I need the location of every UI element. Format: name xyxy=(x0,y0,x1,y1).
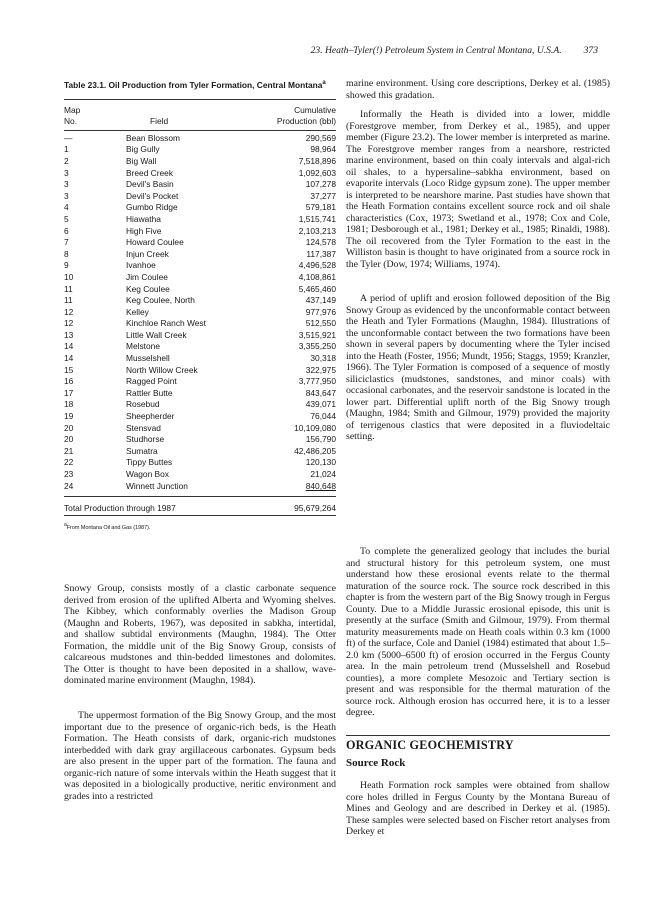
map-number: 5 xyxy=(64,213,69,224)
map-number: 15 xyxy=(64,364,74,375)
field-name: Musselshell xyxy=(126,353,170,364)
production-value: 3,355,250 xyxy=(298,341,336,352)
field-name: Big Gully xyxy=(126,144,160,155)
field-name: Keg Coulee, North xyxy=(126,295,195,306)
map-number: 11 xyxy=(64,295,73,306)
map-number: 17 xyxy=(64,387,74,398)
table-total-row xyxy=(64,501,336,515)
field-name: Hiawatha xyxy=(126,213,161,224)
map-number: 23 xyxy=(64,469,74,480)
col-prod-bottom: Production (bbl) xyxy=(276,115,336,126)
map-number: 2 xyxy=(64,155,69,166)
production-value: 117,387 xyxy=(306,248,336,259)
table-row xyxy=(64,191,336,203)
map-number: 11 xyxy=(64,283,73,294)
map-number: 8 xyxy=(64,248,69,259)
table-row xyxy=(64,272,336,284)
map-number: 1 xyxy=(64,144,69,155)
running-title: 23. Heath–Tyler(!) Petroleum System in Central Montana, U.S.A. xyxy=(310,45,562,56)
production-value: 1,515,741 xyxy=(298,213,336,224)
table-row xyxy=(64,481,336,493)
production-value: 322,975 xyxy=(305,364,336,375)
table-row xyxy=(64,226,336,238)
production-value: 120,130 xyxy=(305,457,336,468)
field-name: Wagon Box xyxy=(126,469,169,480)
production-value: 3,515,921 xyxy=(298,329,336,340)
field-name: Gumbo Ridge xyxy=(126,202,178,213)
production-value: 107,278 xyxy=(305,179,336,190)
table-row xyxy=(64,330,336,342)
field-name: Big Wall xyxy=(126,155,157,166)
map-number: 13 xyxy=(64,329,74,340)
production-value: 2,103,213 xyxy=(298,225,336,236)
table-row xyxy=(64,399,336,411)
table-row xyxy=(64,144,336,156)
table-row xyxy=(64,214,336,226)
field-name: Stensvad xyxy=(126,422,161,433)
page-number: 373 xyxy=(583,45,598,56)
table-top-rule xyxy=(64,99,336,100)
field-name: Studhorse xyxy=(126,434,165,445)
table-total-rule xyxy=(64,496,336,497)
field-name: Tippy Buttes xyxy=(126,457,173,468)
field-name: Rattler Butte xyxy=(126,387,173,398)
map-number: 20 xyxy=(64,434,74,445)
production-value: 977,976 xyxy=(305,306,336,317)
table-row xyxy=(64,376,336,388)
col-map-bottom: No. xyxy=(64,115,78,126)
field-name: Howard Coulee xyxy=(126,237,184,248)
field-name: Devil's Basin xyxy=(126,179,174,190)
map-number: — xyxy=(64,132,73,143)
production-value: 4,496,528 xyxy=(298,260,336,271)
table-bottom-rule xyxy=(64,515,336,516)
section-heading: ORGANIC GEOCHEMISTRY xyxy=(346,738,514,752)
production-value: 76,044 xyxy=(310,411,336,422)
table-row xyxy=(64,365,336,377)
map-number: 3 xyxy=(64,179,69,190)
field-name: Jim Coulee xyxy=(126,271,168,282)
table-row xyxy=(64,249,336,261)
map-number: 14 xyxy=(64,341,74,352)
field-name: Kinchloe Ranch West xyxy=(126,318,206,329)
production-value: 42,486,205 xyxy=(294,445,336,456)
table-row xyxy=(64,411,336,423)
table-caption xyxy=(64,78,336,91)
field-name: Winnett Junction xyxy=(126,480,188,491)
col-field-header: Field xyxy=(150,115,169,126)
footnote-text: From Montana Oil and Gas (1987). xyxy=(66,525,151,532)
field-name: Sumatra xyxy=(126,445,158,456)
total-label: Total Production through 1987 xyxy=(64,503,176,514)
map-number: 12 xyxy=(64,318,74,329)
map-number: 18 xyxy=(64,399,74,410)
table-row xyxy=(64,318,336,330)
subsection-heading: Source Rock xyxy=(346,757,406,769)
production-value: 98,964 xyxy=(310,144,336,155)
map-number: 24 xyxy=(64,480,74,491)
production-value: 1,092,603 xyxy=(298,167,336,178)
map-number: 16 xyxy=(64,376,74,387)
field-name: Sheepherder xyxy=(126,411,175,422)
map-number: 20 xyxy=(64,422,74,433)
right-paragraph-5: Heath Formation rock samples were obtained from shallow core holes drilled in Fergus County by the Montana Bureau of Mines and Geology and are described in Derkey et al. (1985). These samples were selected based on Fischer retort analyses from Derkey et xyxy=(346,780,610,837)
production-value: 21,024 xyxy=(310,469,336,480)
table-caption-mark: a xyxy=(322,80,326,86)
table-row xyxy=(64,237,336,249)
table-row xyxy=(64,341,336,353)
field-name: North Willow Creek xyxy=(126,364,198,375)
field-name: Breed Creek xyxy=(126,167,174,178)
map-number: 12 xyxy=(64,306,74,317)
table-row xyxy=(64,168,336,180)
production-value: 512,550 xyxy=(305,318,336,329)
total-value: 95,679,264 xyxy=(294,503,336,514)
map-number: 7 xyxy=(64,237,69,248)
table-row xyxy=(64,457,336,469)
table-caption-text: Table 23.1. Oil Production from Tyler Formation, Central Montana xyxy=(64,79,323,90)
right-paragraph-1: marine environment. Using core descriptions, Derkey et al. (1985) showed this gradation. xyxy=(346,78,610,101)
col-map-top: Map xyxy=(64,104,81,115)
table-body xyxy=(64,131,336,492)
table-row xyxy=(64,307,336,319)
section-rule xyxy=(346,735,610,736)
field-name: Ivanhoe xyxy=(126,260,156,271)
production-value: 124,578 xyxy=(305,237,336,248)
map-number: 3 xyxy=(64,190,69,201)
field-name: Injun Creek xyxy=(126,248,169,259)
production-table xyxy=(64,78,336,531)
table-row xyxy=(64,156,336,168)
map-number: 10 xyxy=(64,271,74,282)
table-row xyxy=(64,284,336,296)
production-value: 30,318 xyxy=(310,353,336,364)
map-number: 4 xyxy=(64,202,69,213)
field-name: Devil's Pocket xyxy=(126,190,179,201)
right-paragraph-4: To complete the generalized geology that includes the burial and structural history for this petroleum system, one must understand how these erosional events relate to the thermal maturation of the source rock. The source rock described in this chapter is from the western part of the Big Snowy trough in Fergus County. Due to a Middle Jurassic erosional episode, this unit is presently at the surface (Smith and Gilmour, 1979). From thermal maturity measurements made on Heath coals within 0.3 km (1000 ft) of the surface, Cole and Daniel (1984) estimated that about 1.5–2.0 km (5000–6500 ft) of erosion occurred in the Fergus County area. In the main petroleum trend (Musselshell and Rosebud counties), a more complete Mesozoic and Tertiary section is present and was responsible for the thermal maturation of the source rock. Although erosion has occurred here, it is to a lesser degree. xyxy=(346,546,610,718)
field-name: Keg Coulee xyxy=(126,283,170,294)
right-paragraph-2: Informally the Heath is divided into a lower, middle (Forestgrove member, from Derkey et al., 1985), and upper member (Figure 23.2). The lower member is interpreted as marine. The Forestgrove member ranges from a nearshore, restricted marine environment, based on thin coaly intervals and algal-rich oil shales, to a hypersaline–sabkha environment, based on evaporite intervals (Loco Ridge gypsum zone). The upper member is interpreted to be nearshore marine. Past studies have shown that the Heath Formation contains excellent source rock and oil shale characteristics (Cox, 1973; Swetland et al., 1978; Cox and Cole, 1981; Desborough et al., 1981; Derkey et al., 1985; Rinaldi, 1988). The oil recovered from the Tyler Formation to the east in the Williston basin is thought to have originated from a source rock in the Tyler (Dow, 1974; Williams, 1974). xyxy=(346,109,610,270)
production-value: 437,149 xyxy=(305,295,336,306)
table-row xyxy=(64,179,336,191)
production-value: 840,648 xyxy=(305,480,336,491)
right-paragraph-3: A period of uplift and erosion followed deposition of the Big Snowy Group as evidenced by the unconformable contact between the Heath and Tyler Formations (Maughn, 1984). Illustrations of the unconformable contact between the two formations have been shown in several papers by documenting where the Tyler incised into the Heath (Foster, 1956; Mundt, 1956; Staggs, 1959; Kranzler, 1966). The Tyler Formation is composed of a sequence of mostly siliciclastics (mudstones, sandstones, and minor coals) with occasional carbonates, and the reservoir sandstone is located in the lower part. Differential uplift north of the Big Snowy trough (Maughn, 1984; Smith and Gilmour, 1979) provided the majority of terrigenous clastics that were deposited in a fluviodeltaic setting. xyxy=(346,293,610,442)
map-number: 22 xyxy=(64,457,74,468)
table-row xyxy=(64,446,336,458)
field-name: Melstone xyxy=(126,341,160,352)
field-name: High Five xyxy=(126,225,162,236)
production-value: 439,071 xyxy=(305,399,336,410)
map-number: 6 xyxy=(64,225,69,236)
map-number: 14 xyxy=(64,353,74,364)
production-value: 579,181 xyxy=(305,202,336,213)
field-name: Bean Blossom xyxy=(126,132,180,143)
field-name: Little Wall Creek xyxy=(126,329,187,340)
map-number: 3 xyxy=(64,167,69,178)
col-prod-top: Cumulative xyxy=(294,104,336,115)
table-footnote xyxy=(64,522,336,531)
table-row xyxy=(64,388,336,400)
table-row xyxy=(64,469,336,481)
left-paragraph-1: Snowy Group, consists mostly of a clastic carbonate sequence derived from erosion of the uplifted Alberta and Wyoming shelves. The Kibbey, which conformably overlies the Madison Group (Maughn and Roberts, 1967), was deposited in sabkha, intertidal, and shallow subtidal environments (Maughn, 1984). The Otter Formation, the middle unit of the Big Snowy Group, consists of calcareous mudstones and thin-bedded limestones and dolomites. The Otter is thought to have been deposited in a shallow, wave-dominated marine environment (Maughn, 1984). xyxy=(64,583,336,686)
map-number: 21 xyxy=(64,445,74,456)
running-header xyxy=(268,45,598,56)
table-row xyxy=(64,434,336,446)
table-row xyxy=(64,133,336,145)
footnote-mark: a xyxy=(64,522,67,529)
left-paragraph-2: The uppermost formation of the Big Snowy Group, and the most important due to the presence of organic-rich beds, is the Heath Formation. The Heath consists of dark, organic-rich mudstones interbedded with dark gray argillaceous carbonates. Gypsum beds are also present in the upper part of the formation. The fauna and organic-rich nature of some intervals within the Heath suggest that it was deposited in a biologically productive, neritic environment and grades into a restricted xyxy=(64,710,336,802)
table-row xyxy=(64,423,336,435)
table-row xyxy=(64,353,336,365)
table-row xyxy=(64,295,336,307)
production-value: 4,108,861 xyxy=(298,271,336,282)
field-name: Rosebud xyxy=(126,399,160,410)
production-value: 3,777,950 xyxy=(298,376,336,387)
production-value: 10,109,080 xyxy=(294,422,336,433)
field-name: Ragged Point xyxy=(126,376,177,387)
production-value: 843,647 xyxy=(305,387,336,398)
production-value: 37,277 xyxy=(310,190,336,201)
map-number: 19 xyxy=(64,411,74,422)
map-number: 9 xyxy=(64,260,69,271)
production-value: 7,518,896 xyxy=(298,155,336,166)
field-name: Kelley xyxy=(126,306,149,317)
production-value: 156,790 xyxy=(305,434,336,445)
table-header xyxy=(64,104,336,130)
production-value: 290,569 xyxy=(305,132,336,143)
production-value: 5,465,460 xyxy=(298,283,336,294)
table-row xyxy=(64,202,336,214)
table-row xyxy=(64,260,336,272)
